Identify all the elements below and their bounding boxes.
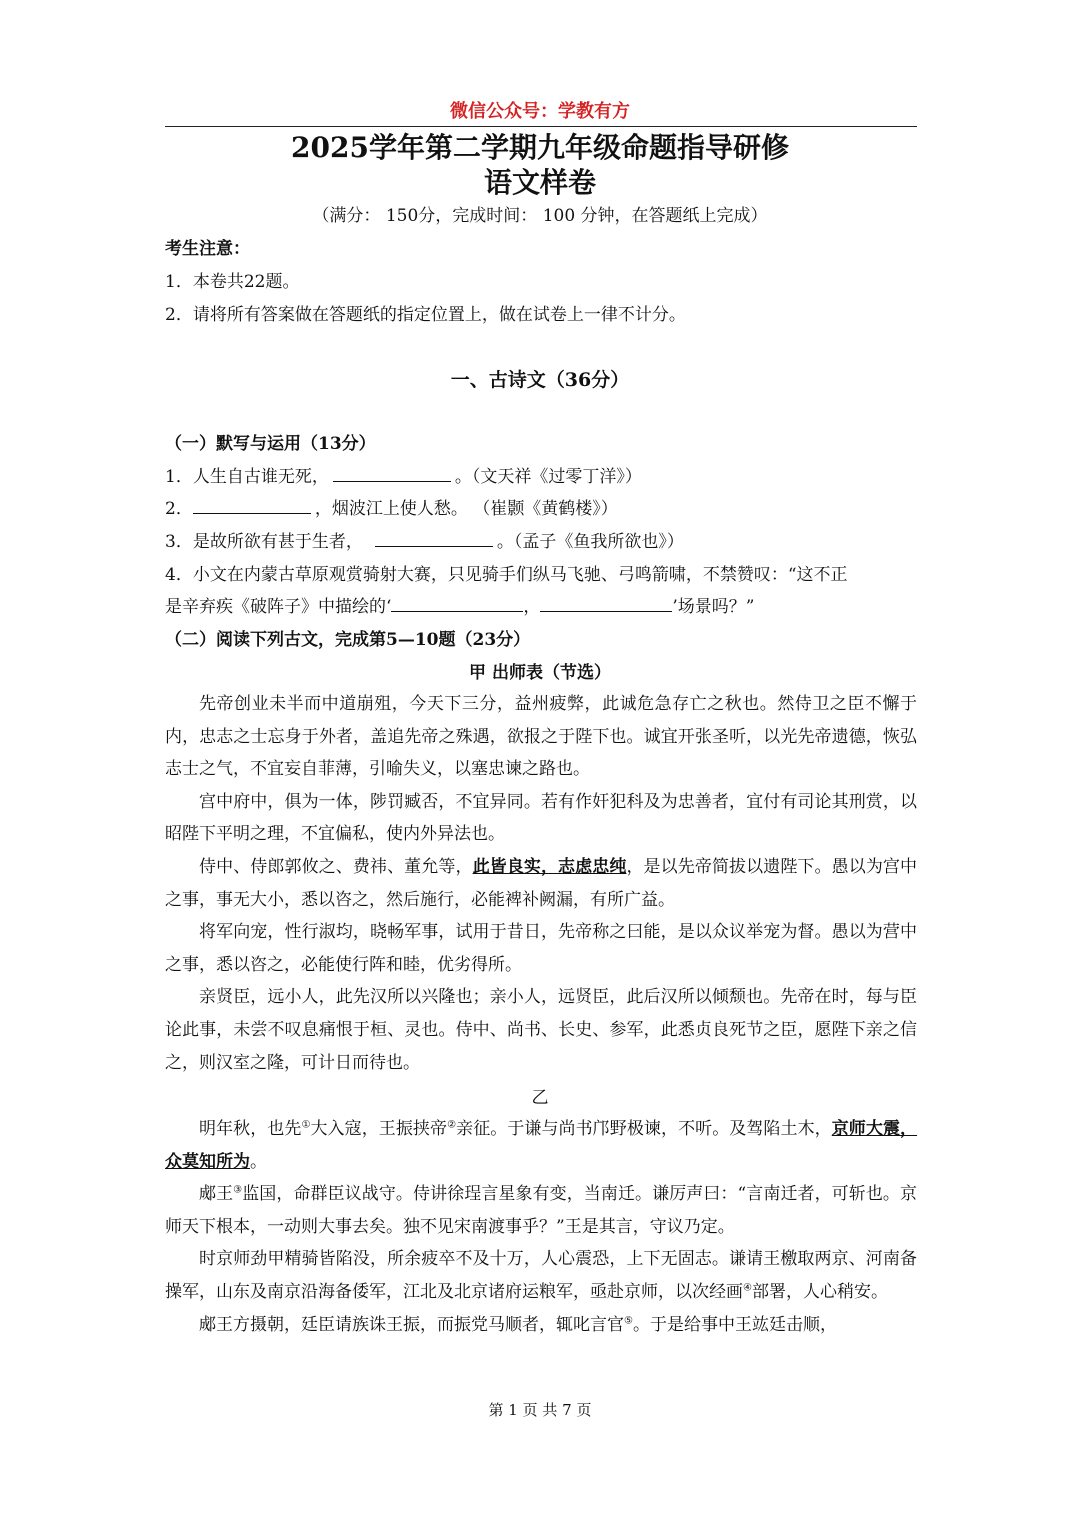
question-1-text: 1．人生自古谁无死， (165, 467, 329, 487)
footnote-mark: ④ (743, 1282, 752, 1294)
passage-yi (165, 1113, 917, 1341)
text-span: 监国，命群臣议战守。侍讲徐珵言星象有变，当南迁。谦厉声曰：“言南迁者，可斩也。京师天下根本，一动则大事去矣。独不见宋南渡事乎？”王是其言，守议乃定。 (165, 1184, 917, 1237)
answer-blank[interactable] (540, 595, 672, 612)
text-span: 时京师劲甲精骑皆陷没，所余疲卒不及十万，人心震恐，上下无固志。谦请王檄取两京、河南备操军，山东及南京沿海备倭军，江北及北京诸府运粮军，亟赴京师，以次经画 (165, 1249, 917, 1302)
page-title: 2025学年第二学期九年级命题指导研修 (291, 131, 789, 164)
passage-paragraph: 亲贤臣，远小人，此先汉所以兴隆也；亲小人，远贤臣，此后汉所以倾颓也。先帝在时，每与臣论此事，未尝不叹息痛恨于桓、灵也。侍中、尚书、长史、参军，此悉贞良死节之臣，愿陛下亲之信之，则汉室之隆，可计日而待也。 (165, 987, 917, 1073)
passage-yi-title: 乙 (531, 1088, 549, 1108)
question-4-text: 是辛弃疾《破阵子》中描绘的‘ (165, 597, 392, 617)
header-divider (165, 126, 917, 127)
answer-blank[interactable] (333, 465, 451, 482)
footnote-mark: ⑤ (624, 1314, 633, 1326)
question-4-line2 (165, 595, 755, 619)
text-span: 大入寇，王振挟帝 (310, 1119, 448, 1139)
question-3-source: 。（孟子《鱼我所欲也》） (496, 532, 684, 552)
question-2-text: ，烟波江上使人愁。 （崔颢《黄鹤楼》） (314, 499, 618, 519)
section-title: 一、古诗文（36分） (450, 369, 630, 391)
passage-paragraph: 宫中府中，俱为一体，陟罚臧否，不宜异同。若有作奸犯科及为忠善者，宜付有司论其刑赏，以昭陛下平明之理，不宜偏私，使内外异法也。 (165, 791, 917, 845)
text-span: 郕王方摄朝，廷臣请族诛王振，而振党马顺者，辄叱言官 (199, 1314, 624, 1335)
passage-jia (165, 688, 917, 1079)
text-span: 明年秋，也先 (199, 1119, 302, 1139)
passage-paragraph (165, 1113, 917, 1178)
page-number: 第 1 页 共 7 页 (488, 1401, 592, 1419)
page-subtitle-title: 语文样卷 (483, 166, 596, 199)
underlined-sentence: 此皆良实，志虑忠纯 (472, 856, 627, 877)
passage-paragraph (165, 1243, 917, 1308)
question-1-source: 。（文天祥《过零丁洋》） (454, 467, 642, 487)
passage-paragraph (165, 1309, 917, 1342)
underlined-sentence: 京师大震，众莫知所为 (165, 1119, 918, 1172)
question-4-comma: ， (523, 597, 541, 617)
text-span: 。 (250, 1151, 267, 1172)
question-3 (165, 530, 684, 554)
passage-paragraph (165, 1178, 917, 1243)
footnote-mark: ③ (233, 1184, 243, 1196)
notice-heading: 考生注意： (165, 239, 250, 259)
answer-blank[interactable] (375, 530, 493, 547)
question-1 (165, 465, 642, 489)
text-span: 。于是给事中王竑廷击顺， (632, 1314, 837, 1335)
answer-blank[interactable] (391, 595, 523, 612)
part1-heading: （一）默写与运用（13分） (165, 434, 376, 454)
question-4-end: ’场景吗？” (672, 597, 755, 617)
footnote-mark: ① (301, 1119, 311, 1131)
notice-item-2: 2．请将所有答案做在答题纸的指定位置上，做在试卷上一律不计分。 (165, 305, 686, 325)
text-span: ，是以先帝简拔以遗陛下。愚以为宫中之事，事无大小，悉以咨之，然后施行，必能裨补阙漏，有所广益。 (165, 856, 918, 910)
passage-paragraph (165, 851, 917, 916)
part2-heading: （二）阅读下列古文，完成第5—10题（23分） (165, 630, 531, 650)
question-4-line1: 4．小文在内蒙古草原观赏骑射大赛，只见骑手们纵马飞驰、弓鸣箭啸，不禁赞叹：“这不正 (165, 565, 848, 585)
passage-jia-title: 甲 出师表（节选） (469, 663, 611, 683)
notice-item-1: 1．本卷共22题。 (165, 272, 300, 292)
header-wechat: 微信公众号：学教有方 (450, 101, 630, 122)
footnote-mark: ② (447, 1119, 457, 1131)
question-3-text: 3．是故所欲有甚于生者， (165, 532, 363, 552)
text-span: 部署，人心稍安。 (751, 1281, 888, 1302)
passage-paragraph: 先帝创业未半而中道崩殂，今天下三分，益州疲弊，此诚危急存亡之秋也。然侍卫之臣不懈于内，忠志之士忘身于外者，盖追先帝之殊遇，欲报之于陛下也。诚宜开张圣听，以光先帝遗德，恢弘志士之气，不宜妄自菲薄，引喻失义，以塞忠谏之路也。 (165, 694, 917, 780)
text-span: 亲征。于谦与尚书邝野极谏，不听。及驾陷土木， (456, 1119, 832, 1139)
text-span: 侍中、侍郎郭攸之、费祎、董允等， (199, 856, 473, 877)
exam-info: （满分： 150分，完成时间： 100 分钟，在答题纸上完成） (312, 206, 768, 226)
question-2 (165, 497, 618, 521)
passage-paragraph: 将军向宠，性行淑均，晓畅军事，试用于昔日，先帝称之曰能，是以众议举宠为督。愚以为营中之事，悉以咨之，必能使行阵和睦，优劣得所。 (165, 922, 917, 975)
question-2-number: 2． (165, 499, 193, 519)
text-span: 郕王 (199, 1184, 234, 1205)
answer-blank[interactable] (193, 497, 311, 514)
